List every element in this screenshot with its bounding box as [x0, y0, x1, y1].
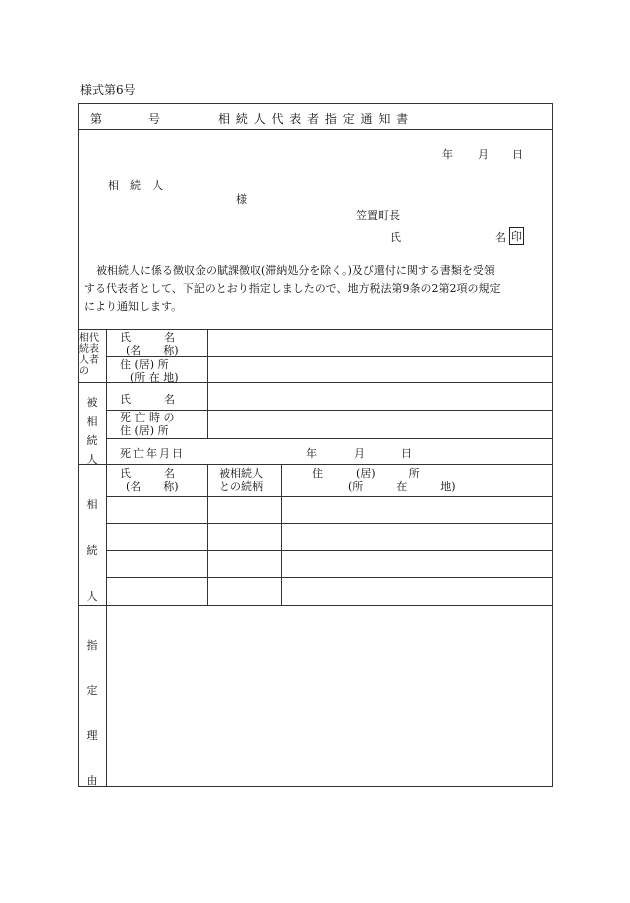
body-line: により通知します。: [84, 300, 183, 313]
decedent-name-label: 氏 名: [120, 393, 175, 406]
date-day: 日: [512, 148, 523, 161]
decedent-side-label: [85, 393, 99, 469]
rep-name-label: [120, 331, 179, 357]
side-label-char: 相: [86, 498, 98, 511]
column-header-line: 住 (居) 所: [312, 467, 420, 480]
form-number: 様式第6号: [80, 83, 136, 97]
rep-address-field[interactable]: [208, 357, 552, 382]
issuer-mei: 名: [495, 231, 506, 244]
issuer-org: 笠置町長: [356, 209, 400, 222]
label-line: 死 亡 時 の: [120, 411, 175, 424]
reason-field[interactable]: [108, 606, 552, 786]
death-date-label: 死亡年月日: [120, 447, 185, 460]
label-line: (名 称): [126, 344, 179, 357]
date-year: 年: [442, 148, 453, 161]
decedent-address-label: [120, 411, 175, 437]
date-month: 月: [478, 148, 489, 161]
divider: [78, 464, 553, 465]
body-line: 被相続人に係る徴収金の賦課徴収(滞納処分を除く。)及び還付に関する書類を受領: [96, 264, 495, 277]
label-line: 氏 名: [120, 331, 175, 344]
side-label-line: 続表: [79, 344, 99, 355]
number-dai: 第: [90, 112, 103, 126]
side-label-line: の: [79, 366, 89, 377]
heirs-side-label: [85, 482, 99, 620]
death-date-year: 年: [306, 447, 317, 460]
label-line: (所 在 地): [130, 371, 179, 384]
label-line: 住 (居) 所: [120, 358, 169, 371]
seal-mark: 印: [509, 227, 524, 245]
side-label-char: 続: [86, 434, 98, 447]
rep-name-field[interactable]: [208, 330, 552, 356]
decedent-name-field[interactable]: [208, 383, 552, 410]
column-header-line: 氏 名: [120, 467, 175, 480]
addressee-label: 相 続 人: [108, 179, 163, 192]
side-label-line: 人者: [79, 355, 99, 366]
addressee-sama: 様: [236, 193, 247, 206]
notice-body: [84, 262, 536, 316]
rep-address-label: [120, 358, 179, 384]
heirs-col-relation: [219, 467, 263, 493]
side-label-char: 由: [86, 774, 98, 787]
side-label-line: 相代: [79, 333, 99, 344]
column-header-line: (所 在 地): [348, 480, 456, 493]
body-line: する代表者として、下記のとおり指定しましたので、地方税法第9条の2第2項の規定: [84, 282, 501, 295]
death-date-day: 日: [401, 447, 412, 460]
heirs-entry-rows[interactable]: [107, 497, 553, 605]
divider: [78, 129, 553, 130]
side-label-char: 相: [86, 415, 98, 428]
document-title: 相 続 人 代 表 者 指 定 通 知 書: [218, 112, 410, 126]
side-label-char: 理: [86, 729, 98, 742]
column-header-line: 被相続人: [219, 467, 263, 480]
divider: [106, 438, 553, 439]
death-date-month: 月: [354, 447, 365, 460]
column-header-line: との続柄: [219, 480, 263, 493]
side-label-char: 人: [86, 453, 98, 466]
representative-side-label: [79, 333, 99, 377]
heirs-col-address: [312, 467, 456, 493]
side-label-char: 人: [86, 590, 98, 603]
side-label-char: 指: [86, 639, 98, 652]
side-label-char: 続: [86, 544, 98, 557]
decedent-address-field[interactable]: [208, 411, 552, 438]
number-go: 号: [148, 112, 161, 126]
heirs-col-name: [120, 467, 179, 493]
side-label-char: 定: [86, 684, 98, 697]
label-line: 住 (居) 所: [120, 424, 169, 437]
issuer-shi: 氏: [390, 231, 401, 244]
reason-side-label: [85, 623, 99, 803]
column-header-line: (名 称): [126, 480, 179, 493]
side-label-char: 被: [86, 396, 98, 409]
